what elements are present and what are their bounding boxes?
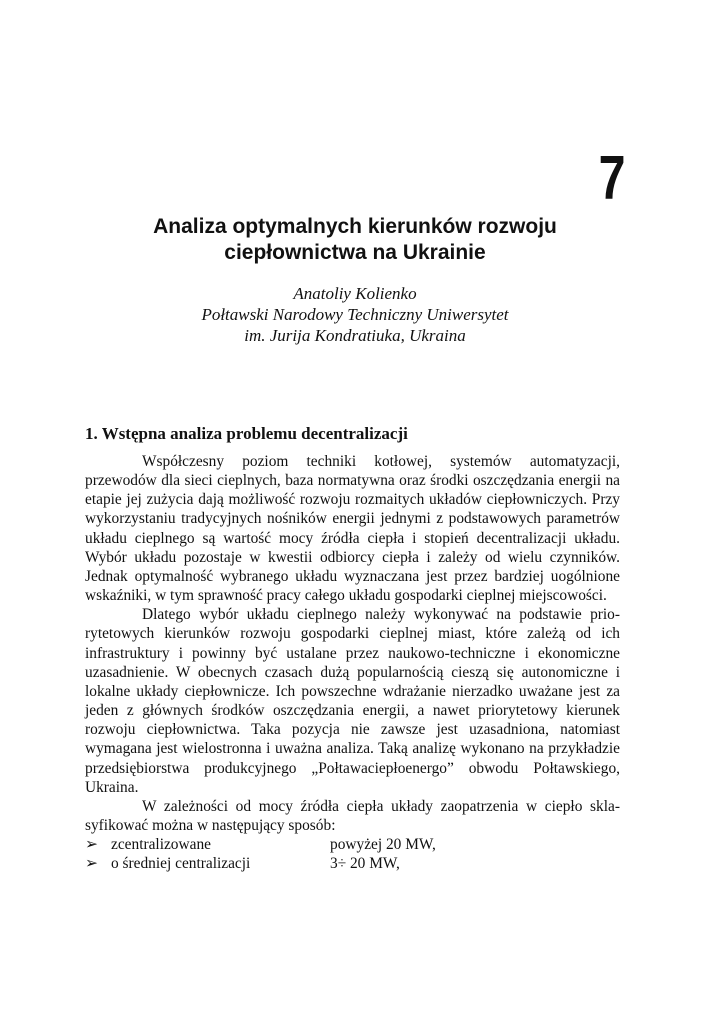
body-text [85, 452, 620, 873]
author-affiliation-line-1: Połtawski Narodowy Techniczny Uniwersytet [201, 305, 509, 324]
paragraph-1: Współczesny poziom techniki kotłowej, systemów automatyzacji, przewodów dla sieci cieplnych, baza normatywna oraz środki oszczędzania energii na etapie jej zużycia dają możliwość rozwoju rozmaitych układów ciepłowniczych. Przy wykorzystaniu tradycyjnych nośników energii jednymi z podstawowych parametrów układu cieplnego są wartość mocy źródła ciepła i stopień decentralizacji układu. Wybór układu pozostaje w kwestii odbiorcy ciepła i zależy od wielu czynników. Jednak optymalność wybranego układu wyznaczana jest przez bardziej uogólnione wskaźniki, w tym sprawność pracy całego układu gospodarki cieplnej miejscowości. [85, 453, 620, 605]
arrow-bullet-icon: ➢ [85, 855, 98, 873]
list-item-label: o średniej centralizacji [111, 855, 251, 873]
arrow-bullet-icon: ➢ [85, 836, 98, 854]
author-affiliation-line-2: im. Jurija Kondratiuka, Ukraina [244, 326, 466, 345]
paragraph-2: Dlatego wybór układu cieplnego należy wykonywać na podstawie priorytetowych kierunków rozwoju gospodarki cieplnej miast, które zależą od ich infrastruktury i powinny być ustalane przez naukowo-techniczne i ekonomiczne uzasadnienie. W obecnych czasach dużą popularnością cieszą się autonomiczne i lokalne układy ciepłownicze. Ich powszechne wdrażanie nierzadko uważane jest za jeden z głównych środków oszczędzania energii, a nawet priorytetowy kierunek rozwoju ciepłownictwa. Taka pozycja nie zawsze jest uzasadniona, natomiast wymagana jest wielostronna i uważna analiza. Taką analizę wykonano na przykładzie przedsiębiorstwa produkcyjnego „Połtawaciepłoenergo” obwodu Połtawskiego, Ukraina. [85, 606, 620, 796]
section-heading: 1. Wstępna analiza problemu decentralizacji [85, 424, 408, 443]
list-item-value: 3÷ 20 MW, [330, 855, 400, 873]
list-item [85, 854, 620, 873]
classification-list [85, 835, 620, 873]
list-item-value: powyżej 20 MW, [330, 836, 436, 854]
article-title-line-1: Analiza optymalnych kierunków rozwoju [153, 215, 557, 238]
chapter-number: 7 [598, 144, 625, 213]
author-block [80, 283, 630, 346]
list-item-label: zcentralizowane [111, 836, 211, 854]
list-item [85, 835, 620, 854]
author-name: Anatoliy Kolienko [293, 284, 417, 303]
paragraph-3: W zależności od mocy źródła ciepła układy zaopatrzenia w ciepło sklasyfikować można w następujący sposób: [85, 797, 620, 834]
article-title [80, 214, 630, 266]
article-title-line-2: ciepłownictwa na Ukrainie [224, 241, 486, 264]
